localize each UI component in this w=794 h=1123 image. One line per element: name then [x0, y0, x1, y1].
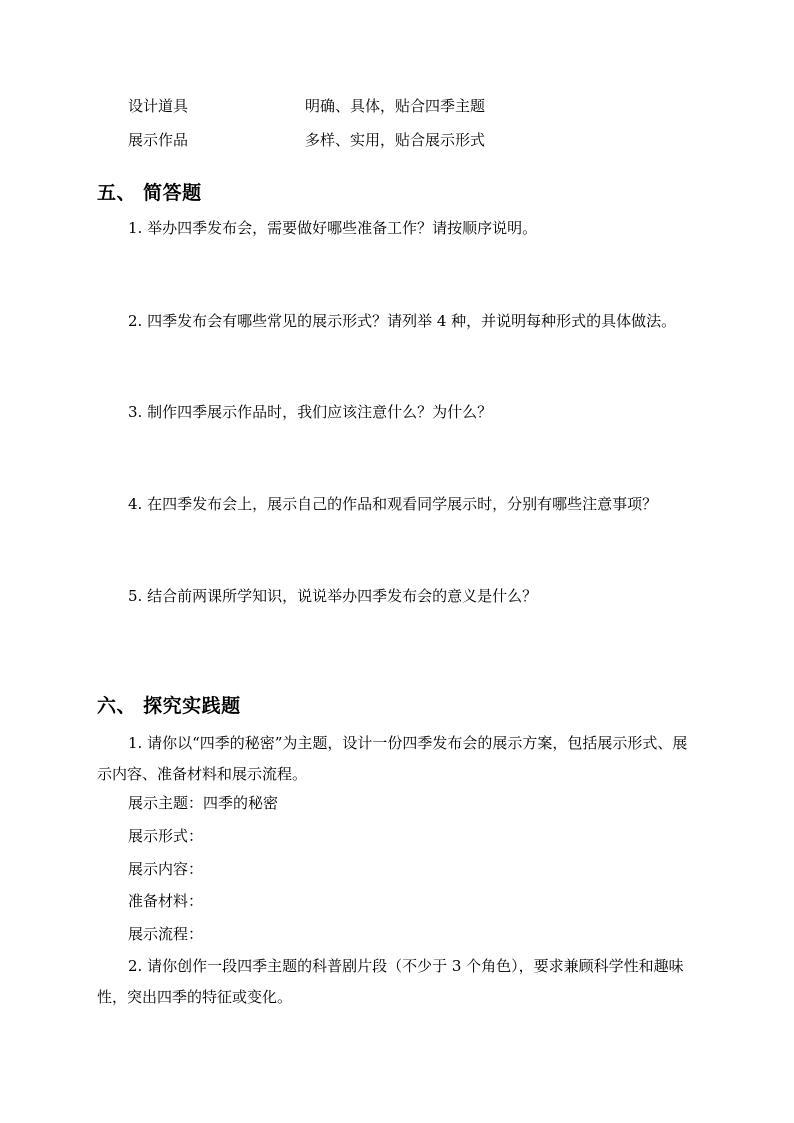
section-5-question-5: 5. 结合前两课所学知识，说说举办四季发布会的意义是什么？ [128, 587, 538, 605]
section-5-question-4: 4. 在四季发布会上，展示自己的作品和观看同学展示时，分别有哪些注意事项？ [128, 495, 658, 513]
section-5-question-1: 1. 举办四季发布会，需要做好哪些准备工作？请按顺序说明。 [128, 219, 538, 237]
matching-left-1: 设计道具 [128, 97, 189, 115]
plan-field-content: 展示内容： [128, 860, 204, 878]
section-6-question-2: 2. 请你创作一段四季主题的科普剧片段（不少于 3 个角色），要求兼顾科学性和趣味性，突出四季的特征或变化。 [97, 957, 684, 1006]
matching-right-2: 多样、实用，贴合展示形式 [305, 131, 486, 149]
section-5-question-2: 2. 四季发布会有哪些常见的展示形式？请列举 4 种，并说明每种形式的具体做法。 [128, 312, 677, 330]
section-6-question-1: 1. 请你以“四季的秘密”为主题，设计一份四季发布会的展示方案，包括展示形式、展示内容、准备材料和展示流程。 [97, 734, 688, 783]
plan-field-process: 展示流程： [128, 925, 204, 943]
matching-left-2: 展示作品 [128, 131, 189, 149]
matching-right-1: 明确、具体，贴合四季主题 [305, 97, 486, 115]
plan-field-materials: 准备材料： [128, 892, 204, 910]
plan-field-format: 展示形式： [128, 827, 204, 845]
section-5-question-3: 3. 制作四季展示作品时，我们应该注意什么？为什么？ [128, 403, 493, 421]
plan-field-theme: 展示主题：四季的秘密 [128, 794, 279, 812]
section-6-heading: 六、 探究实践题 [97, 695, 241, 717]
section-5-heading: 五、 简答题 [97, 182, 202, 204]
